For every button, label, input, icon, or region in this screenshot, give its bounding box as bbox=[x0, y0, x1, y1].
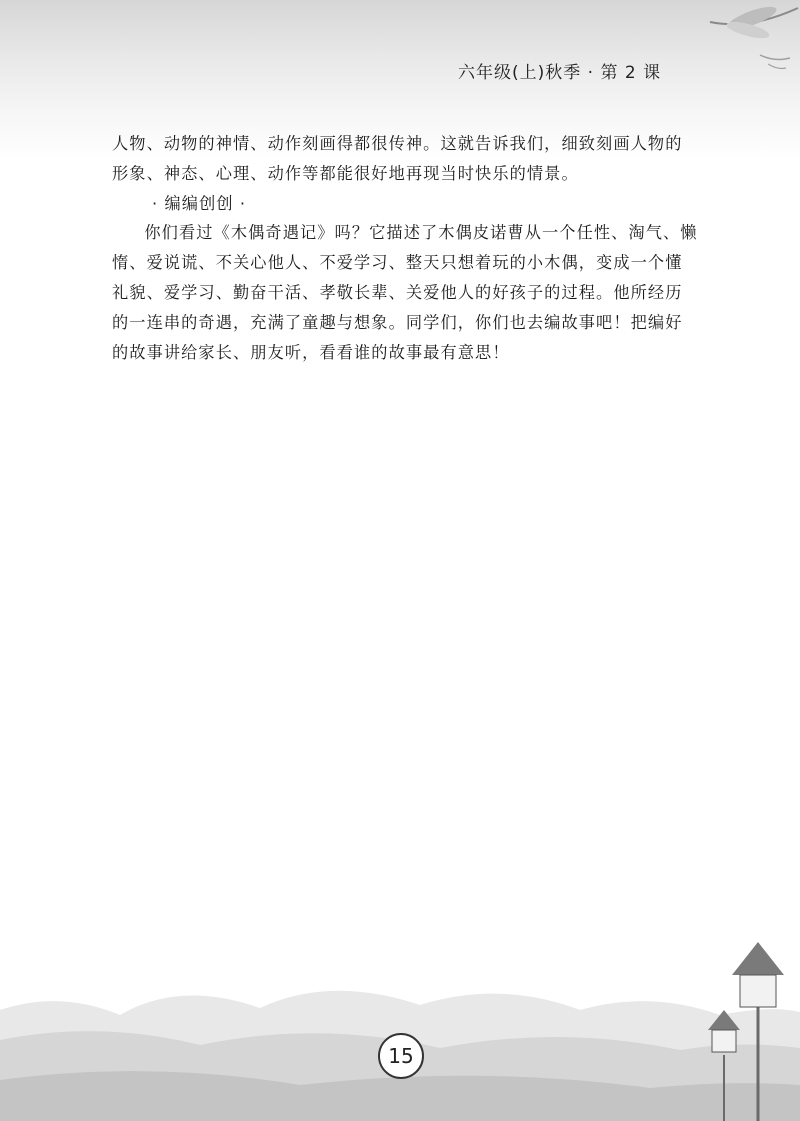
dragonfly-icon bbox=[690, 0, 800, 110]
section-title: · 编编创创 · bbox=[152, 193, 247, 213]
page-header: 六年级(上)秋季 · 第 2 课 bbox=[458, 63, 662, 83]
paragraph-1: 人物、动物的神情、动作刻画得都很传神。这就告诉我们，细致刻画人物的形象、神态、心理、动作等都能很好地再现当时快乐的情景。 bbox=[112, 134, 683, 183]
body-text bbox=[112, 129, 698, 367]
bottom-landscape bbox=[0, 920, 800, 1121]
paragraph-2: 你们看过《木偶奇遇记》吗？它描述了木偶皮诺曹从一个任性、淘气、懒惰、爱说谎、不关心他人、不爱学习、整天只想着玩的小木偶，变成一个懂礼貌、爱学习、勤奋干活、孝敬长辈、关爱他人的好孩子的过程。他所经历的一连串的奇遇，充满了童趣与想象。同学们，你们也去编故事吧！把编好的故事讲给家长、朋友听，看看谁的故事最有意思！ bbox=[112, 223, 698, 362]
page-number: 15 bbox=[378, 1033, 424, 1079]
